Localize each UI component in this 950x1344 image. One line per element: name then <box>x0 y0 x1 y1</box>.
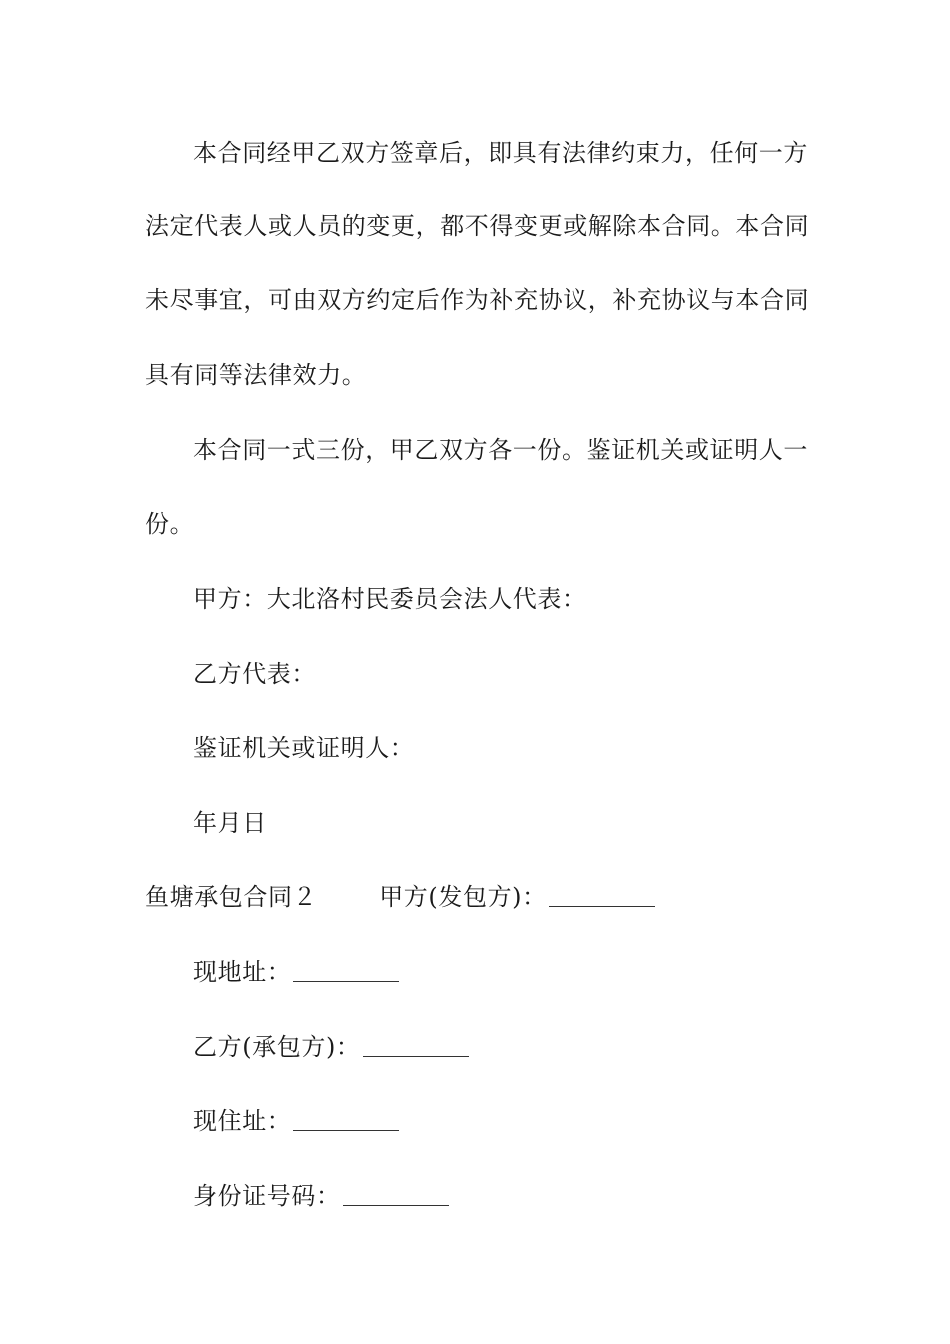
paragraph-line: 法定代表人或人员的变更，都不得变更或解除本合同。本合同 <box>145 212 810 240</box>
paragraph-line: 份。 <box>145 510 195 538</box>
party-a-blank <box>549 886 655 907</box>
paragraph-line: 具有同等法律效力。 <box>145 361 367 389</box>
current-residence-line <box>193 1106 399 1136</box>
id-number-blank <box>343 1185 449 1206</box>
witness-signature: 鉴证机关或证明人： <box>193 734 415 762</box>
contract2-title: 鱼塘承包合同２ <box>145 883 318 911</box>
current-address-blank <box>293 961 399 982</box>
current-residence-blank <box>293 1110 399 1131</box>
paragraph-line: 本合同一式三份，甲乙双方各一份。鉴证机关或证明人一 <box>193 436 808 464</box>
current-address-line <box>193 957 399 987</box>
date-line: 年月日 <box>193 809 267 837</box>
party-b-blank <box>363 1036 469 1057</box>
paragraph-line: 未尽事宜，可由双方约定后作为补充协议，补充协议与本合同 <box>145 286 810 314</box>
contract2-party-a-label: 甲方(发包方)： <box>379 883 547 911</box>
id-number-line <box>193 1181 449 1211</box>
id-number-label: 身份证号码： <box>193 1182 341 1210</box>
party-b-signature: 乙方代表： <box>193 660 316 688</box>
party-b-label: 乙方(承包方)： <box>193 1033 361 1061</box>
party-b-line <box>193 1032 469 1062</box>
current-address-label: 现地址： <box>193 958 292 986</box>
contract2-header <box>145 882 655 912</box>
paragraph-line: 本合同经甲乙双方签章后，即具有法律约束力，任何一方 <box>193 139 808 167</box>
current-residence-label: 现住址： <box>193 1107 292 1135</box>
party-a-signature: 甲方：大北洛村民委员会法人代表： <box>193 585 587 613</box>
